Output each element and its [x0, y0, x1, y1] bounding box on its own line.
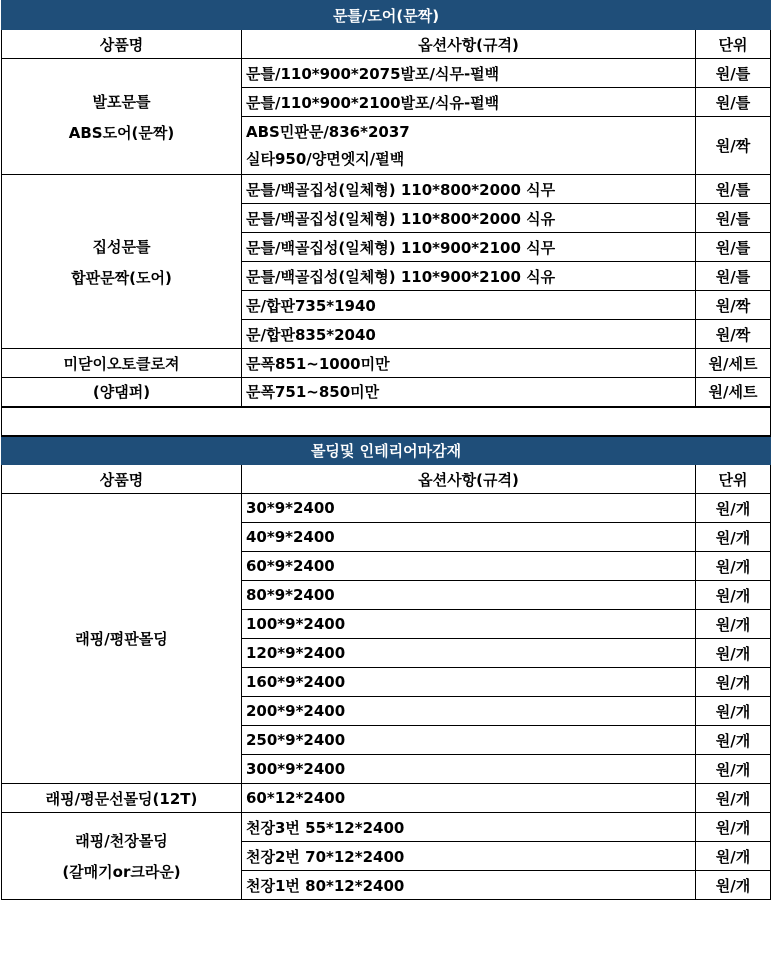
product-name-cell [2, 59, 242, 175]
table-row [2, 784, 771, 813]
table-row [2, 494, 771, 523]
unit-cell: 원/개 [696, 871, 771, 900]
unit-cell: 원/틀 [696, 175, 771, 204]
product-name-cell [2, 175, 242, 349]
header-option: 옵션사항(규격) [242, 30, 696, 59]
option-line1: ABS민판문/836*2037 [246, 122, 410, 141]
option-cell: 80*9*2400 [242, 581, 696, 610]
option-cell: 문틀/백골집성(일체형) 110*800*2000 식무 [242, 175, 696, 204]
product-name-line2: (양댐퍼) [2, 378, 242, 407]
option-cell: 100*9*2400 [242, 610, 696, 639]
product-name-cell [2, 813, 242, 900]
product-name-line2: 합판문짝(도어) [71, 268, 172, 287]
option-cell: 문폭751~850미만 [242, 378, 696, 407]
unit-cell: 원/개 [696, 668, 771, 697]
option-cell: 문틀/110*900*2100발포/식유-펄백 [242, 88, 696, 117]
header-product: 상품명 [2, 30, 242, 59]
header-product: 상품명 [2, 465, 242, 494]
unit-cell: 원/개 [696, 523, 771, 552]
product-name-line1: 집성문틀 [92, 237, 151, 256]
unit-cell: 원/개 [696, 581, 771, 610]
unit-cell: 원/개 [696, 697, 771, 726]
unit-cell: 원/짝 [696, 117, 771, 175]
option-line2: 실타950/양면엣지/펄백 [246, 149, 405, 168]
section1-header-row [2, 30, 771, 59]
table-row [2, 349, 771, 378]
section2-title-row [2, 436, 771, 465]
product-name-line1: 미닫이오토클로져 [2, 349, 242, 378]
option-cell: 문폭851~1000미만 [242, 349, 696, 378]
option-cell-multiline [242, 117, 696, 175]
option-cell: 60*9*2400 [242, 552, 696, 581]
option-cell: 천장3번 55*12*2400 [242, 813, 696, 842]
table-row [2, 175, 771, 204]
unit-cell: 원/짝 [696, 320, 771, 349]
unit-cell: 원/개 [696, 494, 771, 523]
table-row [2, 378, 771, 407]
unit-cell: 원/세트 [696, 378, 771, 407]
unit-cell: 원/개 [696, 639, 771, 668]
unit-cell: 원/틀 [696, 262, 771, 291]
section2-title: 몰딩및 인테리어마감재 [2, 436, 771, 465]
unit-cell: 원/개 [696, 755, 771, 784]
option-cell: 200*9*2400 [242, 697, 696, 726]
unit-cell: 원/틀 [696, 59, 771, 88]
section2-header-row [2, 465, 771, 494]
unit-cell: 원/틀 [696, 204, 771, 233]
option-cell: 문틀/110*900*2075발포/식무-펄백 [242, 59, 696, 88]
table-row [2, 59, 771, 88]
unit-cell: 원/틀 [696, 233, 771, 262]
section1-title-row [2, 1, 771, 30]
option-cell: 300*9*2400 [242, 755, 696, 784]
header-unit: 단위 [696, 30, 771, 59]
unit-cell: 원/개 [696, 610, 771, 639]
product-name-line2: ABS도어(문짝) [68, 123, 175, 142]
product-name-cell: 래핑/평판몰딩 [2, 494, 242, 784]
price-table [1, 0, 771, 900]
option-cell: 문/합판735*1940 [242, 291, 696, 320]
table-row [2, 813, 771, 842]
unit-cell: 원/개 [696, 842, 771, 871]
unit-cell: 원/짝 [696, 291, 771, 320]
section-spacer-row [2, 407, 771, 436]
unit-cell: 원/개 [696, 784, 771, 813]
option-cell: 120*9*2400 [242, 639, 696, 668]
unit-cell: 원/개 [696, 813, 771, 842]
header-option: 옵션사항(규격) [242, 465, 696, 494]
product-name-line2: (갈매기or크라운) [62, 863, 181, 881]
product-name-line1: 발포문틀 [92, 92, 151, 111]
unit-cell: 원/개 [696, 552, 771, 581]
option-cell: 250*9*2400 [242, 726, 696, 755]
option-cell: 문틀/백골집성(일체형) 110*900*2100 식무 [242, 233, 696, 262]
option-cell: 문/합판835*2040 [242, 320, 696, 349]
unit-cell: 원/틀 [696, 88, 771, 117]
unit-cell: 원/개 [696, 726, 771, 755]
section-spacer [2, 407, 771, 436]
product-name-cell: 래핑/평문선몰딩(12T) [2, 784, 242, 813]
option-cell: 60*12*2400 [242, 784, 696, 813]
product-name-line1: 래핑/천장몰딩 [75, 832, 168, 850]
option-cell: 문틀/백골집성(일체형) 110*900*2100 식유 [242, 262, 696, 291]
section1-title: 문틀/도어(문짝) [2, 1, 771, 30]
option-cell: 천장1번 80*12*2400 [242, 871, 696, 900]
option-cell: 문틀/백골집성(일체형) 110*800*2000 식유 [242, 204, 696, 233]
option-cell: 30*9*2400 [242, 494, 696, 523]
header-unit: 단위 [696, 465, 771, 494]
option-cell: 40*9*2400 [242, 523, 696, 552]
option-cell: 160*9*2400 [242, 668, 696, 697]
option-cell: 천장2번 70*12*2400 [242, 842, 696, 871]
unit-cell: 원/세트 [696, 349, 771, 378]
